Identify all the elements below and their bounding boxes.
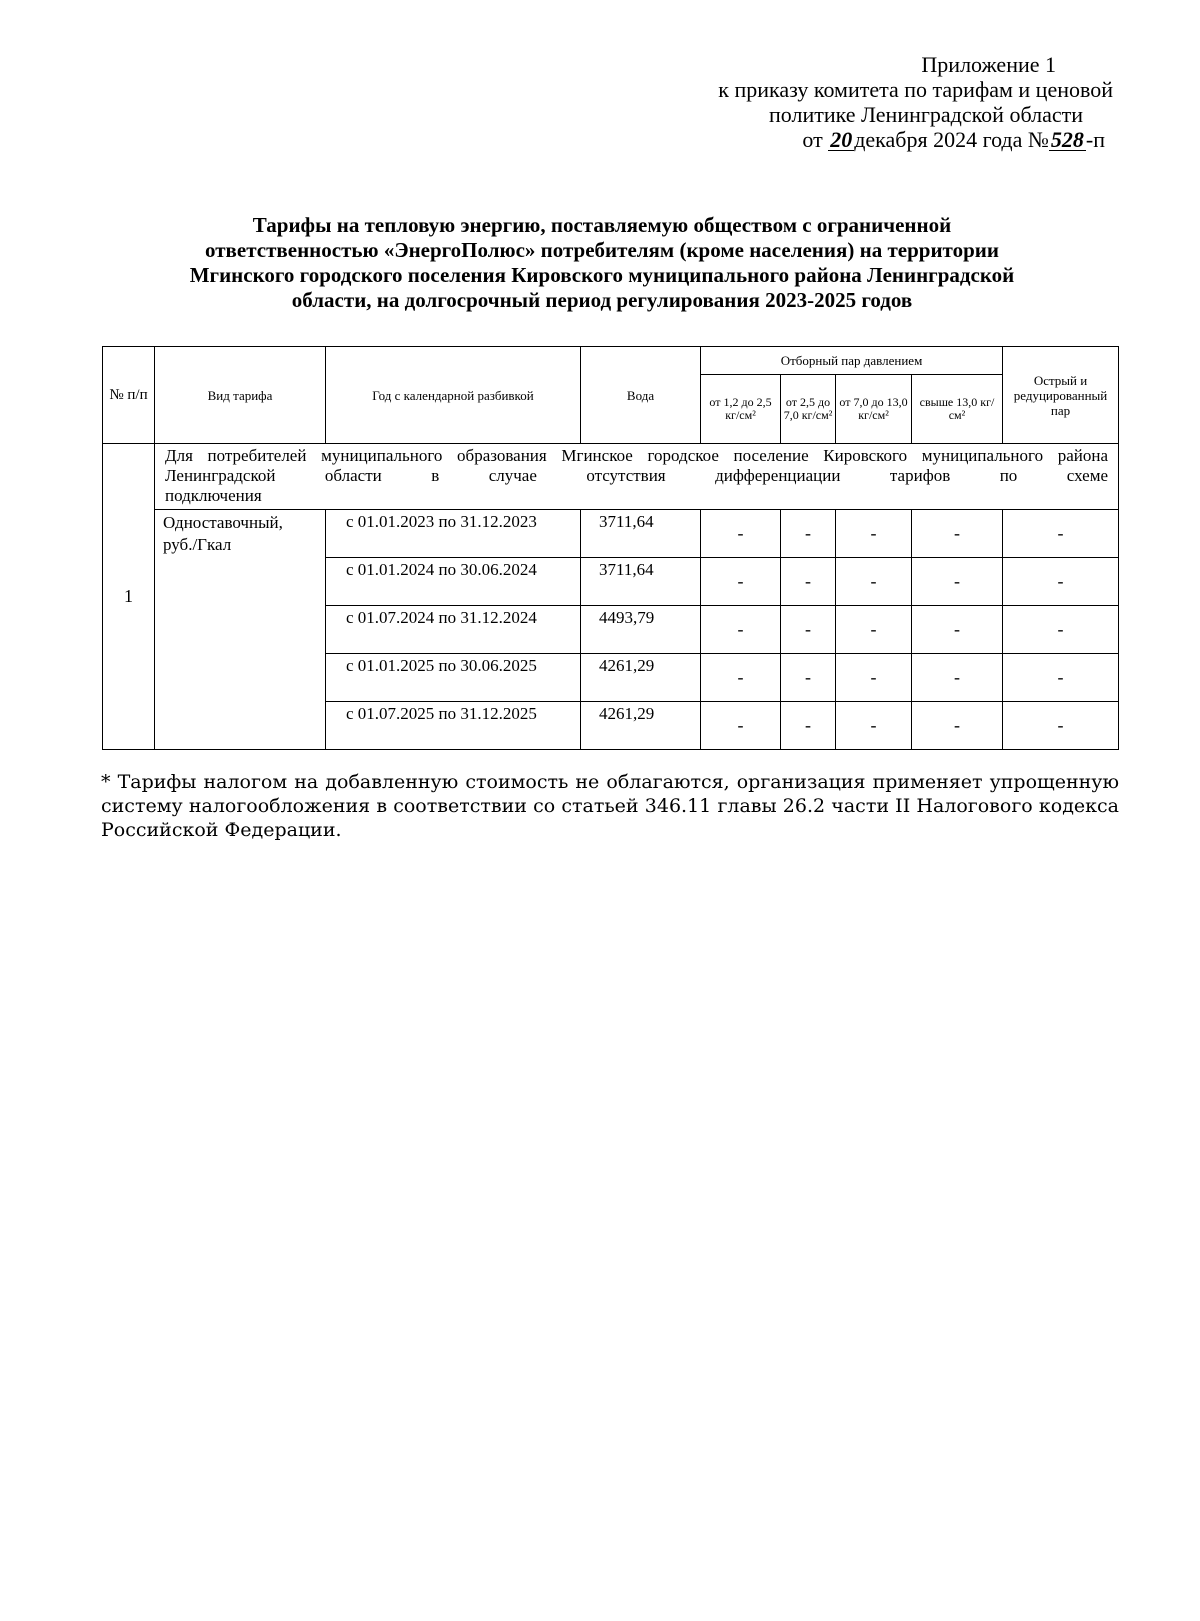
title-line-2: ответственностью «ЭнергоПолюс» потребителям (кроме населения) на территории [205,238,999,262]
header-sharp-steam: Острый и редуцированный пар [1003,347,1119,444]
row-number: 1 [103,444,155,750]
steam-1-value: - [701,510,781,558]
steam-4-value: - [912,654,1003,702]
title-line-4: области, на долгосрочный период регулирования 2023-2025 годов [291,288,913,312]
steam-3-value: - [836,702,912,750]
period-cell: с 01.07.2025 по 31.12.2025 [326,702,581,750]
header-steam-3: от 7,0 до 13,0 кг/см² [836,375,912,444]
annex-line-order: к приказу комитета по тарифам и ценовой [718,77,1113,102]
header-year: Год с календарной разбивкой [326,347,581,444]
steam-1-value: - [701,606,781,654]
water-value: 3711,64 [581,558,701,606]
footnote: * Тарифы налогом на добавленную стоимость не облагаются, организация применяет упрощенную систему налогообложения в соответствии со статьей 346.11 главы 26.2 части II Налогового кодекса Российской Федерации. [101,771,1119,841]
tariff-kind: Одноставочный, руб./Гкал [155,510,326,750]
date-mid: декабря 2024 года № [854,127,1049,152]
header-no: № п/п [103,347,155,444]
steam-3-value: - [836,654,912,702]
steam-4-value: - [912,606,1003,654]
header-steam-group: Отборный пар давлением [701,347,1003,375]
steam-2-value: - [781,606,836,654]
steam-1-value: - [701,654,781,702]
period-cell: с 01.01.2025 по 30.06.2025 [326,654,581,702]
period-cell: с 01.01.2024 по 30.06.2024 [326,558,581,606]
annex-date-line [653,127,1113,152]
tariff-table [102,346,1119,750]
water-value: 3711,64 [581,510,701,558]
water-value: 4261,29 [581,702,701,750]
header-steam-2: от 2,5 до 7,0 кг/см² [781,375,836,444]
steam-1-value: - [701,702,781,750]
sharp-steam-value: - [1003,654,1119,702]
steam-1-value: - [701,558,781,606]
title-line-3: Мгинского городского поселения Кировского муниципального района Ленинградской [189,263,1015,287]
handwritten-number: 528 [1050,127,1084,152]
period-cell: с 01.07.2024 по 31.12.2024 [326,606,581,654]
header-water: Вода [581,347,701,444]
annex-line-region: политике Ленинградской области [768,102,1083,127]
annex-title: Приложение 1 [921,52,1056,77]
steam-4-value: - [912,510,1003,558]
steam-4-value: - [912,702,1003,750]
sharp-steam-value: - [1003,510,1119,558]
consumer-group-text [155,444,1119,510]
annex-header [653,52,1113,152]
table-row [103,510,1119,558]
header-steam-1: от 1,2 до 2,5 кг/см² [701,375,781,444]
steam-4-value: - [912,558,1003,606]
group-text-last: подключения [165,486,262,505]
header-tariff-kind: Вид тарифа [155,347,326,444]
steam-3-value: - [836,606,912,654]
steam-2-value: - [781,558,836,606]
sharp-steam-value: - [1003,606,1119,654]
group-text-main: Для потребителей муниципального образования Мгинское городское поселение Кировского муниципального района Ленинградской области в случае отсутствия дифференциации тарифов по схеме [165,446,1109,485]
header-steam-4: свыше 13,0 кг/см² [912,375,1003,444]
water-value: 4261,29 [581,654,701,702]
period-cell: с 01.01.2023 по 31.12.2023 [326,510,581,558]
steam-3-value: - [836,510,912,558]
handwritten-day: 20 [830,127,853,152]
steam-2-value: - [781,702,836,750]
steam-2-value: - [781,510,836,558]
sharp-steam-value: - [1003,702,1119,750]
sharp-steam-value: - [1003,558,1119,606]
steam-3-value: - [836,558,912,606]
steam-2-value: - [781,654,836,702]
date-prefix: от [802,127,823,152]
document-title [118,213,1086,313]
title-line-1: Тарифы на тепловую энергию, поставляемую обществом с ограниченной [252,213,952,237]
number-suffix: -п [1085,127,1105,152]
water-value: 4493,79 [581,606,701,654]
